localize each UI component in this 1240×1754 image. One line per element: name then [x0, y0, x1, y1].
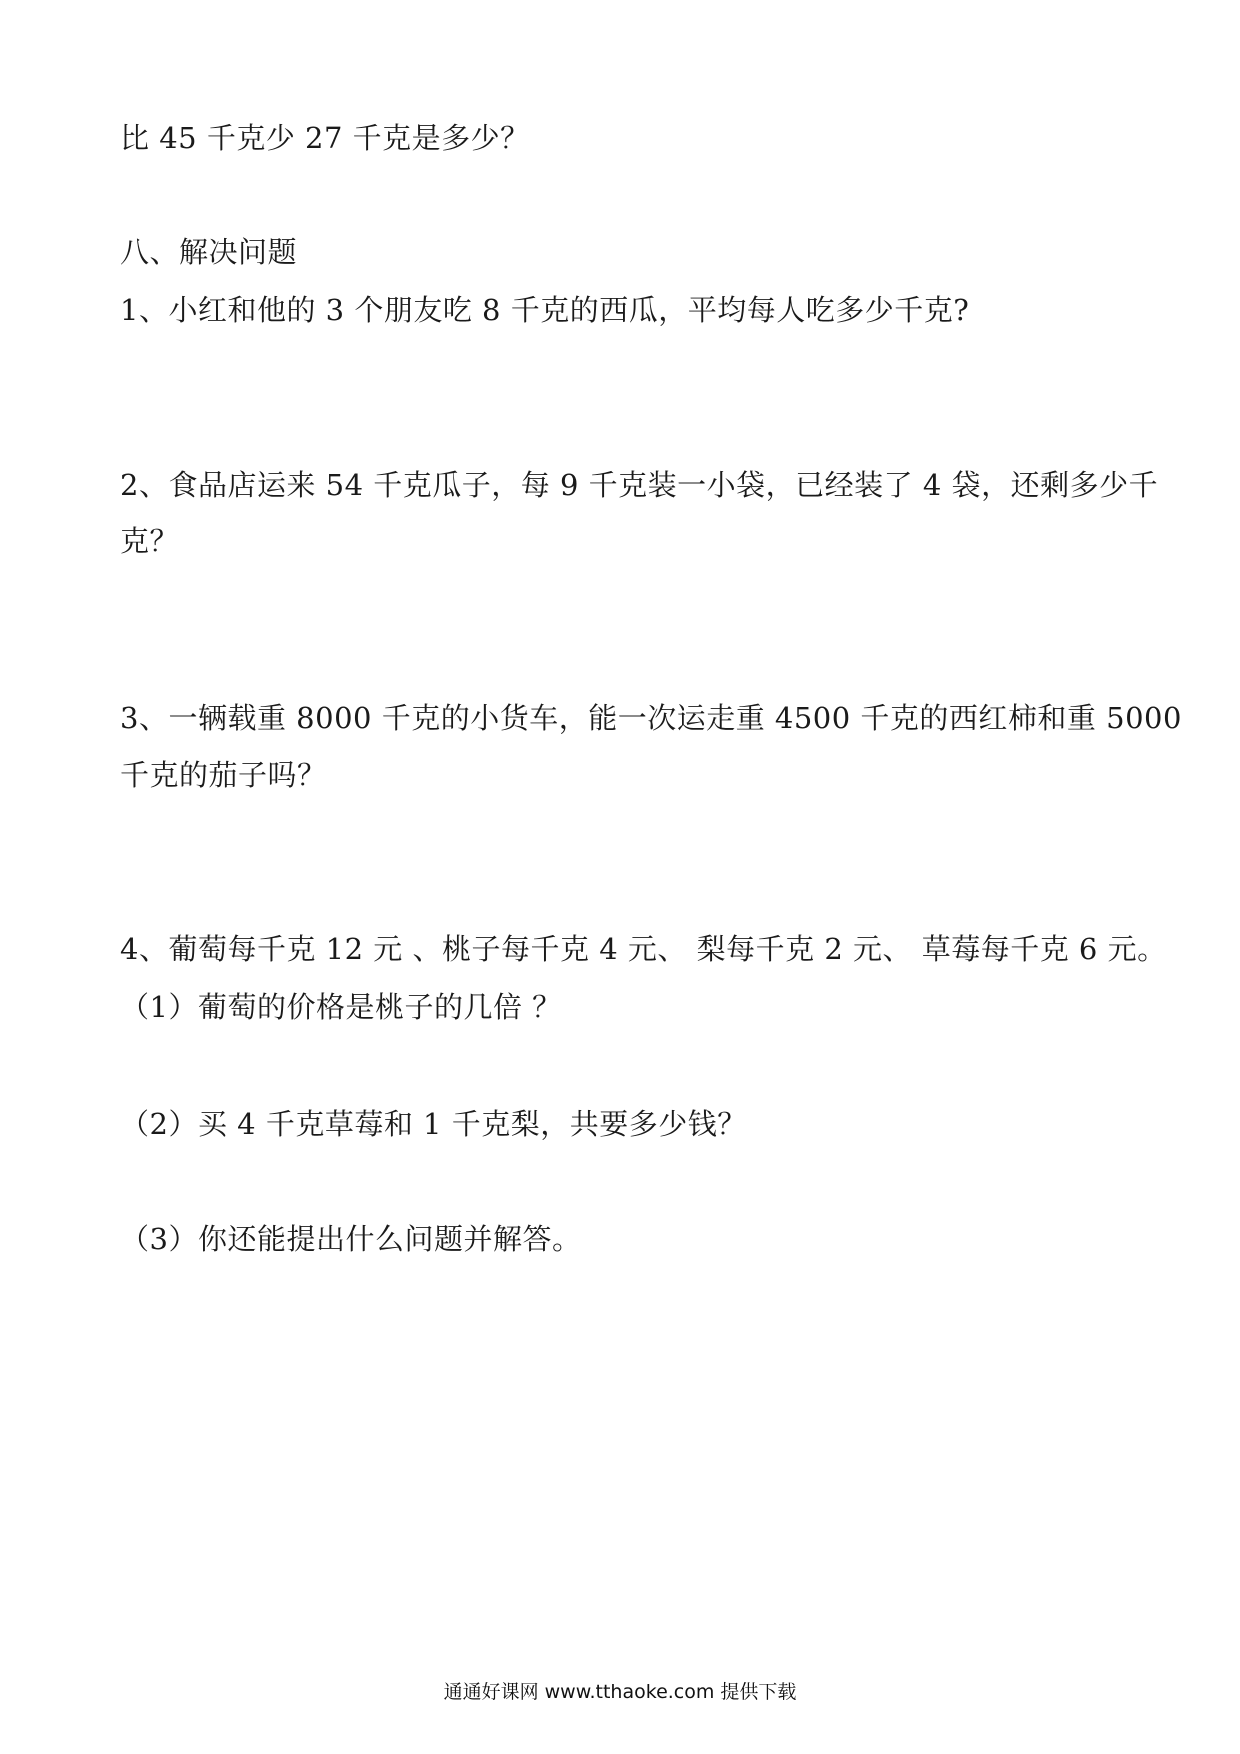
problem-3-line-2: 千克的茄子吗？	[120, 758, 327, 792]
problem-1-line-1: 1、小红和他的 3 个朋友吃 8 千克的西瓜，平均每人吃多少千克?	[120, 293, 970, 327]
section-heading: 八、解决问题	[120, 235, 298, 269]
problem-4-sub-question-2: （2）买 4 千克草莓和 1 千克梨，共要多少钱？	[120, 1107, 747, 1141]
problem-2-line-2: 克？	[120, 524, 180, 558]
problem-4-line-1: 4、葡萄每千克 12 元 、桃子每千克 4 元、 梨每千克 2 元、 草莓每千克 6 元。	[120, 932, 1167, 966]
problem-4-sub-question-1: （1）葡萄的价格是桃子的几倍 ？	[120, 990, 562, 1024]
problem-3-line-1: 3、一辆载重 8000 千克的小货车，能一次运走重 4500 千克的西红柿和重 5000	[120, 701, 1182, 735]
problem-4-sub-question-3: （3）你还能提出什么问题并解答。	[120, 1222, 582, 1256]
intro-question: 比 45 千克少 27 千克是多少？	[120, 121, 530, 155]
page-footer: 通通好课网 www.tthaoke.com 提供下载	[443, 1681, 797, 1703]
problem-2-line-1: 2、食品店运来 54 千克瓜子，每 9 千克装一小袋，已经装了 4 袋，还剩多少千	[120, 468, 1159, 502]
